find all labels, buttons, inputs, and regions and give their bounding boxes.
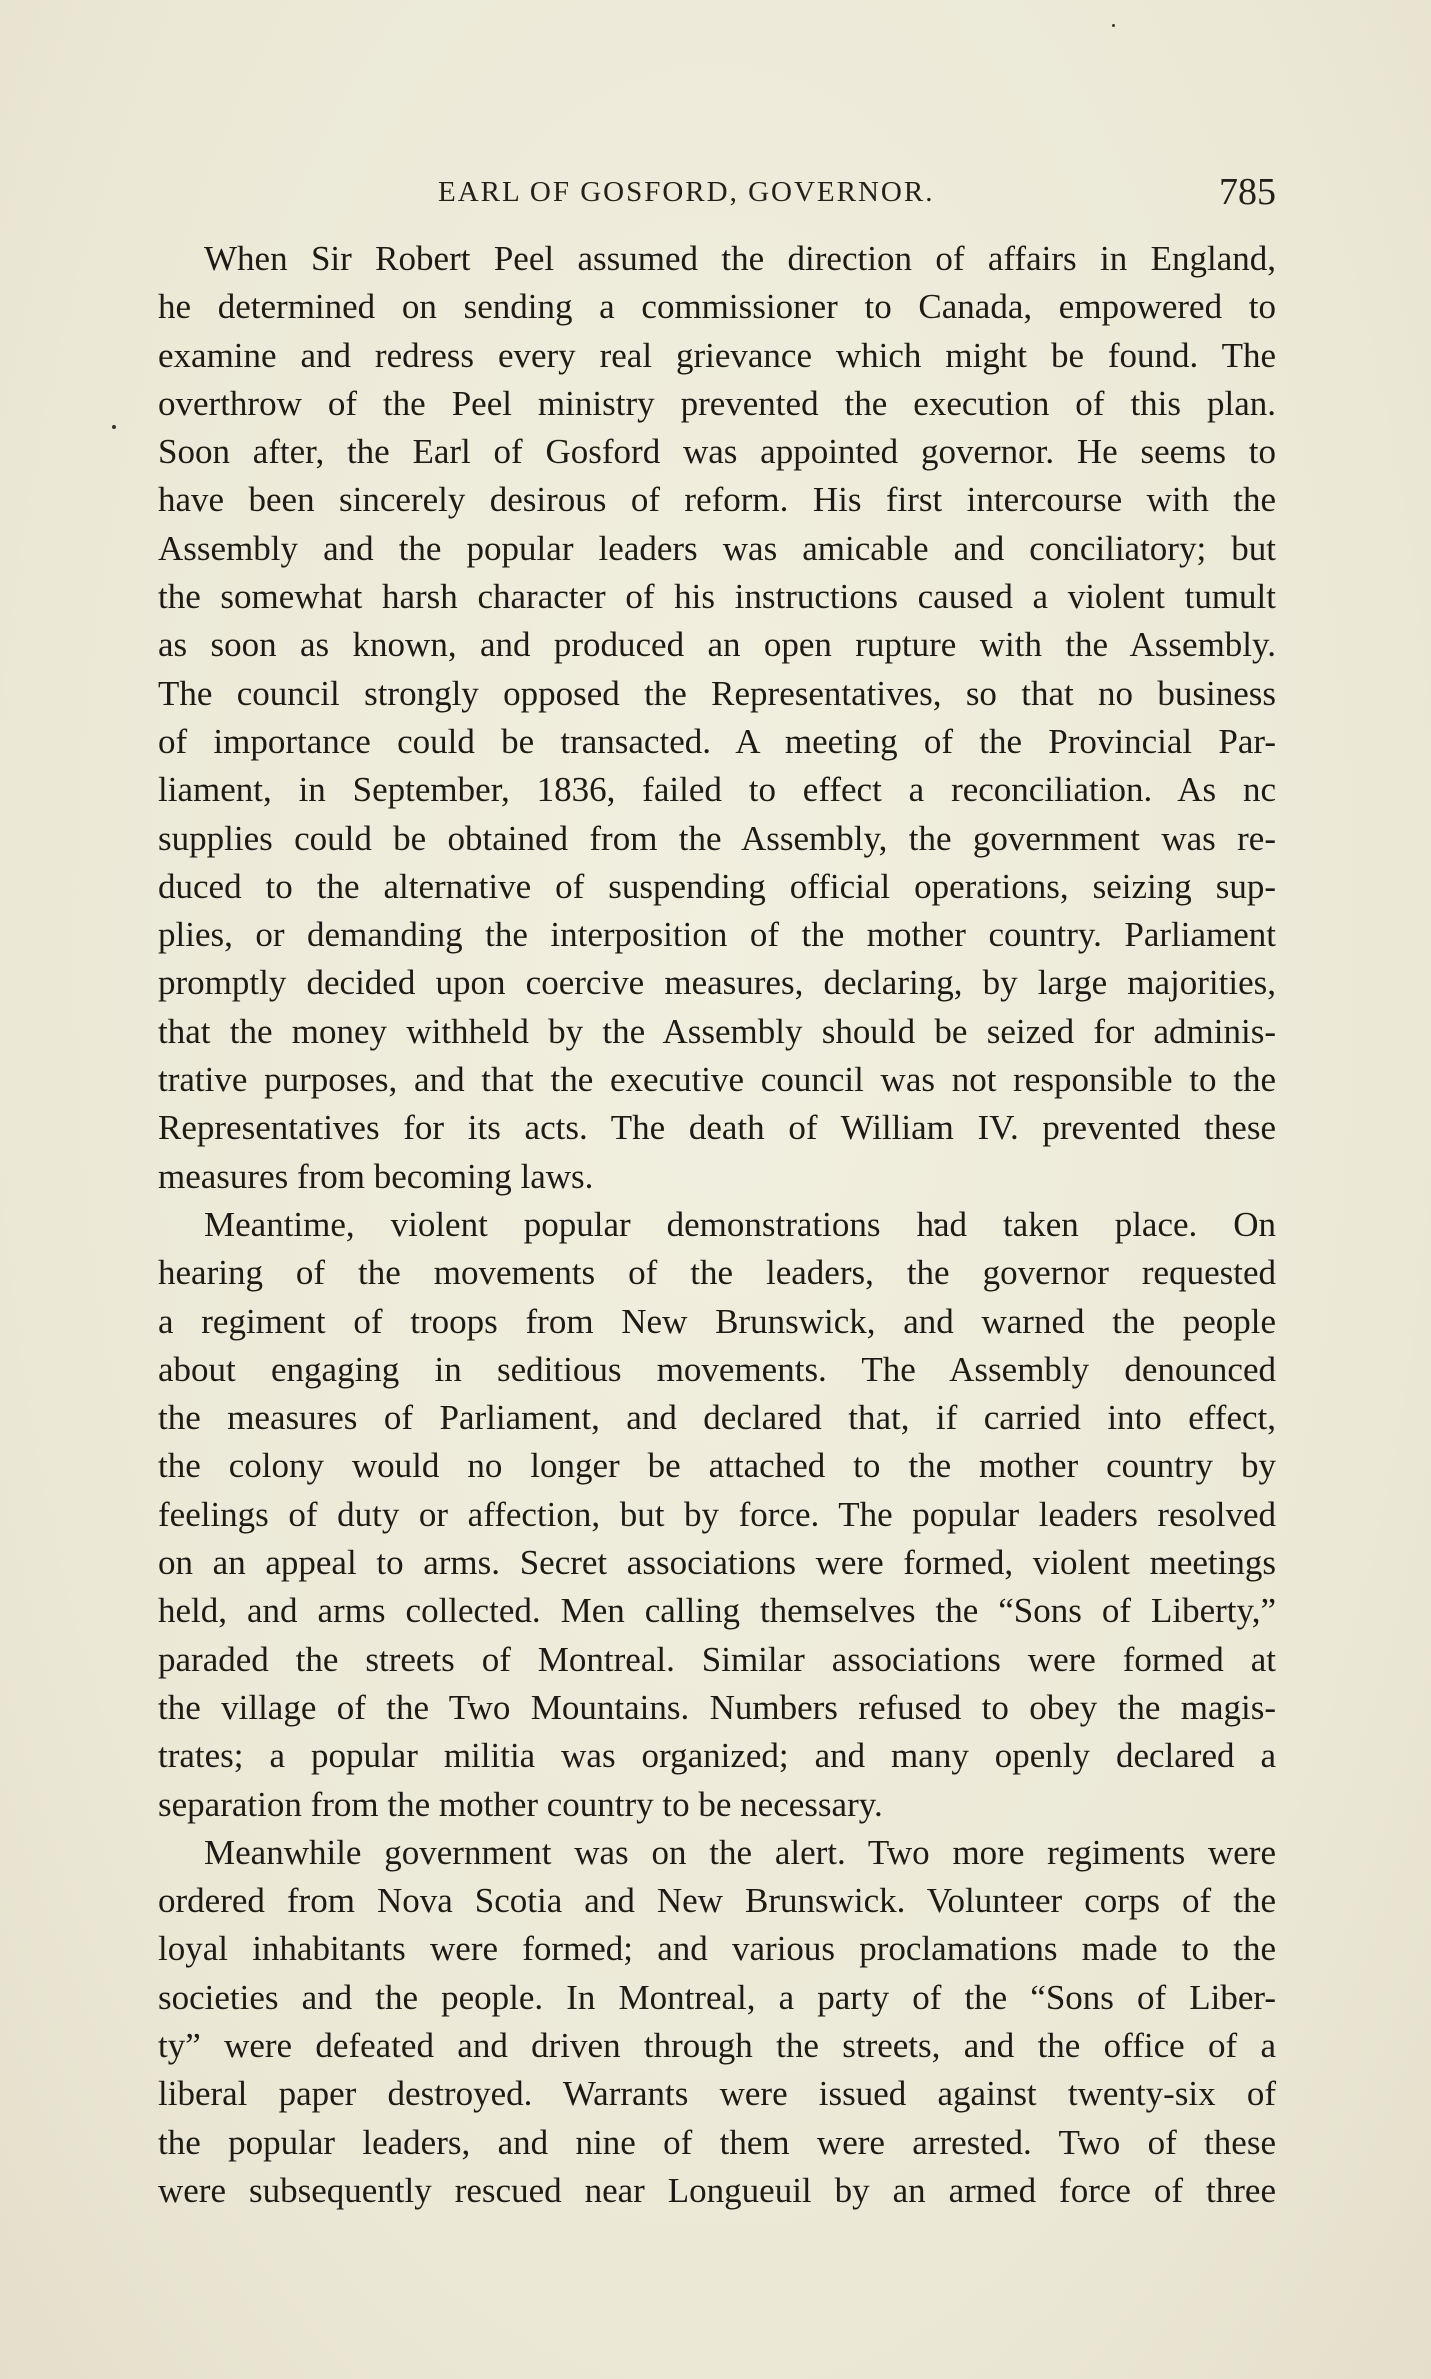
text-line: plies, or demanding the interposition of the mother country. Parliament (158, 915, 1276, 955)
text-line: he determined on sending a commissioner to Canada, empowered to (158, 287, 1276, 327)
text-line: ordered from Nova Scotia and New Brunswick. Volunteer corps of the (158, 1881, 1276, 1921)
text-line: as soon as known, and produced an open rupture with the Assembly. (158, 625, 1276, 665)
text-line: Assembly and the popular leaders was amicable and conciliatory; but (158, 528, 1276, 568)
text-line: the colony would no longer be attached to the mother country by (158, 1446, 1276, 1486)
ink-speck (112, 425, 116, 429)
paragraph (158, 235, 1276, 1201)
text-line: trative purposes, and that the executive council was not responsible to the (158, 1060, 1276, 1100)
paragraph (158, 1201, 1276, 1829)
text-line: held, and arms collected. Men calling themselves the “Sons of Liberty,” (158, 1591, 1276, 1631)
text-line: about engaging in seditious movements. The Assembly denounced (158, 1349, 1276, 1389)
text-line: a regiment of troops from New Brunswick, and warned the people (158, 1301, 1276, 1341)
text-line: Meanwhile government was on the alert. Two more regiments were (204, 1832, 1276, 1872)
text-line: Soon after, the Earl of Gosford was appointed governor. He seems to (158, 432, 1276, 472)
text-line: that the money withheld by the Assembly should be seized for adminis- (158, 1011, 1276, 1051)
text-line: trates; a popular militia was organized; and many openly declared a (158, 1736, 1276, 1776)
text-line: liberal paper destroyed. Warrants were issued against twenty-six of (158, 2074, 1276, 2114)
text-line: measures from becoming laws. (158, 1156, 594, 1196)
text-line: feelings of duty or affection, but by force. The popular leaders resolved (158, 1494, 1276, 1534)
text-line: liament, in September, 1836, failed to effect a reconciliation. As nc (158, 770, 1276, 810)
text-line: promptly decided upon coercive measures, declaring, by large majorities, (158, 963, 1276, 1003)
text-line: the somewhat harsh character of his instructions caused a violent tumult (158, 577, 1276, 617)
text-line: overthrow of the Peel ministry prevented the execution of this plan. (158, 383, 1276, 423)
page-number: 785 (1219, 171, 1276, 213)
paragraph (158, 1829, 1276, 2215)
text-line: The council strongly opposed the Representatives, so that no business (158, 673, 1276, 713)
text-line: Representatives for its acts. The death of William IV. prevented these (158, 1108, 1276, 1148)
body-text (158, 235, 1276, 2215)
text-line: paraded the streets of Montreal. Similar associations were formed at (158, 1639, 1276, 1679)
text-line: have been sincerely desirous of reform. His first intercourse with the (158, 480, 1276, 520)
text-line: duced to the alternative of suspending official operations, seizing sup- (158, 866, 1276, 906)
text-line: examine and redress every real grievance which might be found. The (158, 335, 1276, 375)
text-line: the popular leaders, and nine of them were arrested. Two of these (158, 2122, 1276, 2162)
text-line: the village of the Two Mountains. Numbers refused to obey the magis- (158, 1687, 1276, 1727)
text-line: When Sir Robert Peel assumed the direction of affairs in England, (204, 239, 1276, 278)
page-header (158, 170, 1276, 220)
text-line: societies and the people. In Montreal, a party of the “Sons of Liber- (158, 1977, 1276, 2017)
text-line: ty” were defeated and driven through the streets, and the office of a (158, 2025, 1276, 2065)
text-line: on an appeal to arms. Secret associations were formed, violent meetings (158, 1543, 1276, 1583)
text-line: separation from the mother country to be necessary. (158, 1784, 883, 1824)
text-line: the measures of Parliament, and declared that, if carried into effect, (158, 1398, 1276, 1438)
text-line: Meantime, violent popular demonstrations had taken place. On (204, 1204, 1276, 1244)
text-line: of importance could be transacted. A meeting of the Provincial Par- (158, 721, 1276, 761)
text-line: supplies could be obtained from the Assembly, the government was re- (158, 818, 1276, 858)
text-line: were subsequently rescued near Longueuil by an armed force of three (158, 2170, 1276, 2210)
text-line: hearing of the movements of the leaders, the governor requested (158, 1253, 1276, 1293)
running-head: EARL OF GOSFORD, GOVERNOR. (438, 176, 935, 208)
ink-speck (1112, 24, 1115, 27)
text-line: loyal inhabitants were formed; and various proclamations made to the (158, 1929, 1276, 1969)
